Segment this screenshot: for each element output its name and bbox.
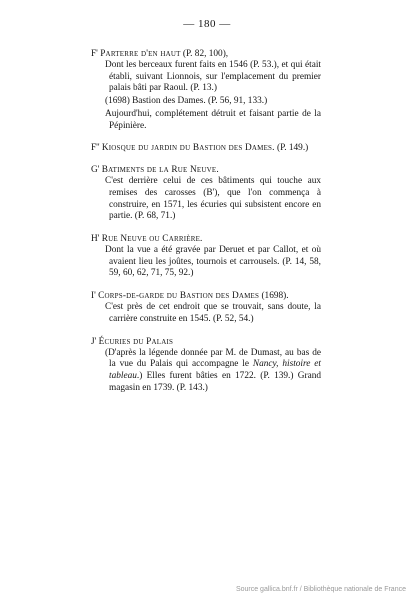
entry-paragraph: C'est derrière celui de ces bâtiments qui touche aux remises des carosses (B'), que l'on commença à construire, en 1571, les écuries qui subsistent encore en partie. (P. 68, 71.) bbox=[105, 176, 321, 222]
entry-name: Rue Neuve ou Carrière. bbox=[101, 234, 203, 245]
entry-name: Kiosque du jardin du Bastion des Dames. bbox=[101, 143, 275, 154]
entry-paragraph: Dont les berceaux furent faits en 1546 (P. 53.), et qui était établi, suivant Lionnois, sur l'emplacement du premier palais bâti par Raoul. (P. 13.) bbox=[105, 60, 321, 94]
entry-rue-neuve bbox=[91, 233, 321, 280]
entry-kiosque bbox=[91, 142, 321, 154]
entry-body bbox=[105, 245, 321, 280]
entry-title bbox=[91, 48, 321, 60]
entry-title bbox=[91, 290, 321, 302]
entry-key: F' bbox=[91, 49, 98, 59]
source-footer: Source gallica.bnf.fr / Bibliothèque nationale de France bbox=[235, 586, 406, 593]
entry-name: Écuries du Palais bbox=[98, 336, 174, 347]
entry-key: J' bbox=[91, 336, 97, 347]
entry-paragraph: (1698) Bastion des Dames. (P. 56, 91, 133.) bbox=[105, 96, 268, 107]
entry-text: .) Elles furent bâties en 1722. (P. 139.) Grand magasin en 1739. (P. 143.) bbox=[109, 370, 321, 393]
entry-key: G' bbox=[91, 165, 100, 176]
entry-name: Parterre d'en haut bbox=[100, 49, 181, 59]
entry-body bbox=[105, 176, 321, 223]
entry-suffix: (1698). bbox=[259, 291, 289, 302]
entry-title bbox=[91, 336, 321, 348]
entry-key: F'' bbox=[91, 143, 100, 154]
book-title: Nancy, histoire et tableau bbox=[109, 359, 321, 381]
entry-paragraph: Aujourd'hui, complétement détruit et faisant partie de la Pépinière. bbox=[105, 108, 321, 131]
entry-name: Batiments de la Rue Neuve. bbox=[101, 165, 219, 176]
entry-body bbox=[105, 348, 321, 395]
entry-key: I' bbox=[91, 291, 96, 302]
entry-parterre bbox=[91, 48, 321, 132]
entry-paragraph bbox=[105, 348, 321, 395]
entry-title bbox=[91, 164, 321, 176]
entry-title bbox=[91, 233, 321, 245]
entry-title bbox=[91, 142, 321, 154]
entry-paragraph: Dont la vue a été gravée par Deruet et par Callot, et où avaient lieu les joûtes, tournois et carrousels. (P. 14, 58, 59, 60, 62, 71, 75, 92.) bbox=[105, 245, 321, 279]
entry-body bbox=[105, 302, 321, 325]
entry-suffix: (P. 82, 100), bbox=[180, 49, 229, 59]
entry-corps-de-garde bbox=[91, 290, 321, 325]
entry-name: Corps-de-garde du Bastion des Dames bbox=[98, 291, 260, 302]
entry-suffix: (P. 149.) bbox=[274, 143, 309, 154]
entry-ecuries bbox=[91, 336, 321, 395]
entry-key: H' bbox=[91, 234, 100, 245]
entry-batiments bbox=[91, 164, 321, 223]
page-number: — 180 — bbox=[183, 18, 231, 30]
entry-paragraph: C'est près de cet endroit que se trouvait, sans doute, la carrière construite en 1545. (P. 52, 54.) bbox=[105, 302, 321, 324]
entry-body bbox=[105, 60, 321, 132]
entry-text: (D'après la légende donnée par M. de Dumast, au bas de la vue du Palais qui accompagne le bbox=[105, 347, 321, 370]
entry-list bbox=[91, 48, 321, 404]
